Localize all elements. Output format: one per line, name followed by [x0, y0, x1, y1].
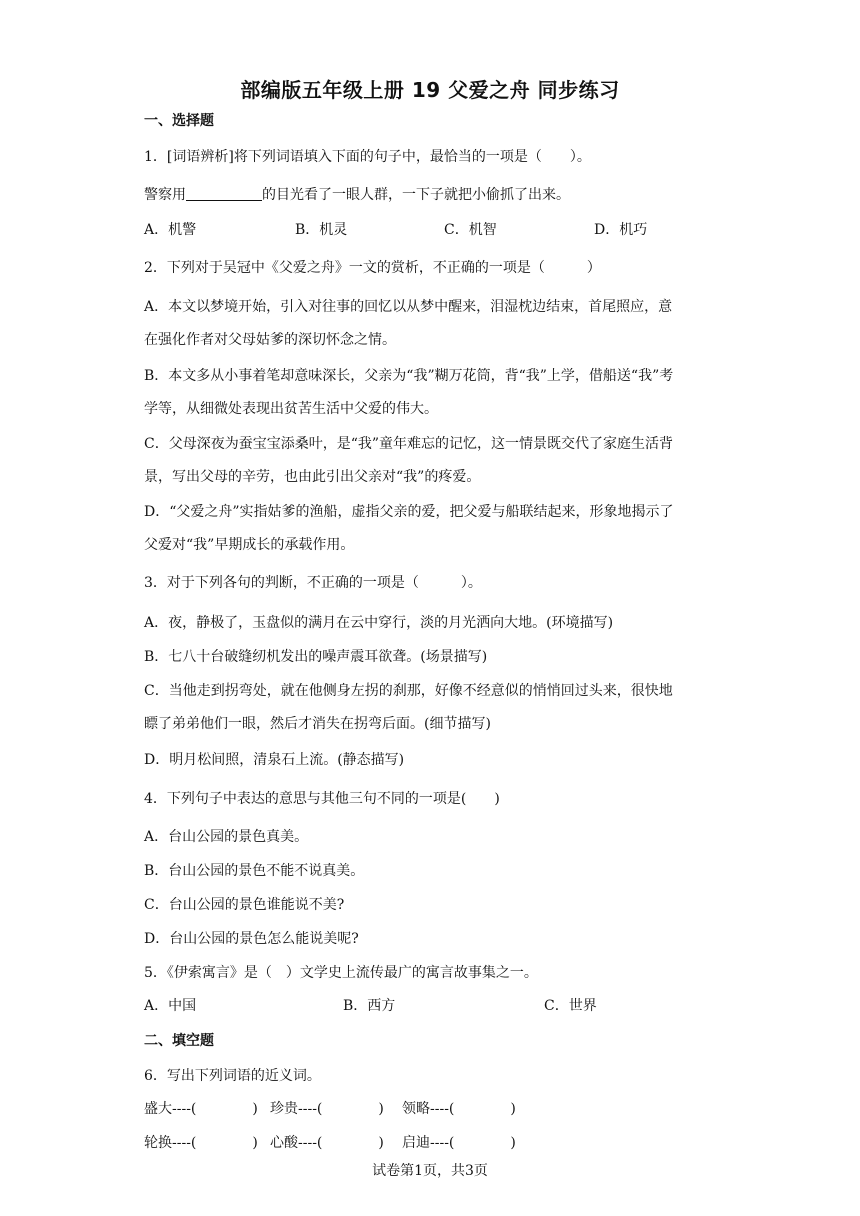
q6-synonym-item: 心酸----( ) [270, 1135, 384, 1151]
question-1-stem: 1．[词语辨析]将下列词语填入下面的句子中，最恰当的一项是（ ）。 [144, 149, 591, 165]
q5-option-c: C．世界 [544, 998, 597, 1014]
q4-option-c: C．台山公园的景色谁能说不美? [144, 897, 345, 913]
q3-option-c-line1: C．当他走到拐弯处，就在他侧身左拐的刹那，好像不经意似的悄悄回过头来，很快地 [144, 683, 673, 699]
q1-option-c: C．机智 [444, 222, 497, 238]
q3-option-d: D．明月松间照，清泉石上流。(静态描写) [144, 752, 405, 768]
question-2-stem: 2．下列对于吴冠中《父爱之舟》一文的赏析，不正确的一项是（ ） [144, 260, 601, 276]
section-heading-fill: 二、填空题 [144, 1033, 214, 1049]
question-5-stem: 5．《伊索寓言》是（ ）文学史上流传最广的寓言故事集之一。 [144, 965, 538, 981]
q2-option-c-line1: C．父母深夜为蚕宝宝添桑叶，是“我”童年难忘的记忆，这一情景既交代了家庭生活背 [144, 436, 674, 452]
q2-option-c-line2: 景，写出父母的辛劳，也由此引出父亲对“我”的疼爱。 [144, 469, 481, 485]
q6-synonym-item: 轮换----( ) [144, 1135, 258, 1151]
question-3-stem: 3．对于下列各句的判断，不正确的一项是（ ）。 [144, 575, 482, 591]
section-heading-choice: 一、选择题 [144, 113, 214, 129]
question-1-sentence [144, 185, 570, 205]
q4-option-b: B．台山公园的景色不能不说真美。 [144, 863, 365, 879]
q2-option-b-line1: B．本文多从小事着笔却意味深长，父亲为“我”糊万花筒，背“我”上学，借船送“我”考 [144, 368, 674, 384]
sentence-before-blank: 警察用 [144, 187, 186, 203]
q3-option-c-line2: 瞟了弟弟他们一眼，然后才消失在拐弯后面。(细节描写) [144, 716, 491, 732]
q4-option-d: D．台山公园的景色怎么能说美呢? [144, 931, 359, 947]
q3-option-a: A．夜，静极了，玉盘似的满月在云中穿行，淡的月光洒向大地。(环境描写) [144, 615, 614, 631]
q4-option-a: A．台山公园的景色真美。 [144, 829, 309, 845]
page-footer: 试卷第1页，共3页 [372, 1163, 488, 1179]
q6-synonym-item: 珍贵----( ) [270, 1101, 384, 1117]
sentence-after-blank: 的目光看了一眼人群，一下子就把小偷抓了出来。 [262, 187, 570, 203]
q5-option-a: A．中国 [144, 998, 197, 1014]
question-6-stem: 6．写出下列词语的近义词。 [144, 1068, 321, 1084]
q1-option-b: B．机灵 [295, 222, 348, 238]
fill-blank [186, 186, 262, 201]
q5-option-b: B．西方 [343, 998, 396, 1014]
q6-synonym-item: 启迪----( ) [402, 1135, 516, 1151]
q6-synonym-item: 盛大----( ) [144, 1101, 258, 1117]
q2-option-d-line2: 父爱对“我”早期成长的承载作用。 [144, 537, 355, 553]
q2-option-a-line2: 在强化作者对父母姑爹的深切怀念之情。 [144, 332, 396, 348]
q1-option-d: D．机巧 [594, 222, 648, 238]
q3-option-b: B．七八十台破缝纫机发出的噪声震耳欲聋。(场景描写) [144, 649, 488, 665]
question-4-stem: 4．下列句子中表达的意思与其他三句不同的一项是( ) [144, 791, 500, 807]
q2-option-b-line2: 学等，从细微处表现出贫苦生活中父爱的伟大。 [144, 401, 438, 417]
q1-option-a: A．机警 [144, 222, 197, 238]
q2-option-d-line1: D．“父爱之舟”实指姑爹的渔船，虚指父亲的爱，把父爱与船联结起来，形象地揭示了 [144, 504, 674, 520]
q2-option-a-line1: A．本文以梦境开始，引入对往事的回忆以从梦中醒来，泪湿枕边结束，首尾照应，意 [144, 299, 673, 315]
q6-synonym-item: 领略----( ) [402, 1101, 516, 1117]
page-title: 部编版五年级上册 19 父爱之舟 同步练习 [240, 78, 620, 102]
